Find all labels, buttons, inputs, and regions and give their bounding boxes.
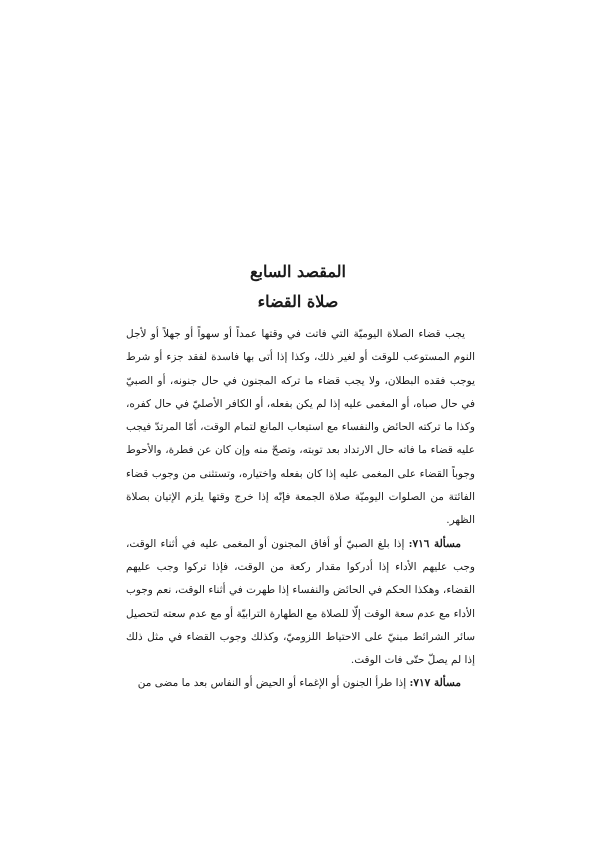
section-subheading: صلاة القضاء [257,292,339,311]
issue-label: مسألة ٧١٧: [409,677,461,690]
paragraph [126,323,475,533]
body-text [126,323,475,696]
section-heading: المقصد السابع [250,262,346,281]
issue-label: مسألة ٧١٦: [408,537,461,550]
issue-paragraph [126,672,475,695]
issue-paragraph [126,533,475,673]
paragraph-text: إذا طرأ الجنون أو الإغماء أو الحيض أو النفاس بعد ما مضى من [137,677,410,690]
paragraph-text: يجب قضاء الصلاة اليوميّة التي فاتت في وقتها عمداً أو سهواً أو جهلاً أو لأجل النوم المستوعب للوقت أو لغير ذلك، وكذا إذا أتى بها فاسدة لفقد جزء أو شرط يوجب فقده البطلان، ولا يجب قضاء ما تركه المجنون في حال جنونه، أو الصبيّ في حال صباه، أو المغمى عليه إذا لم يكن بفعله، أو الكافر الأصليّ في حال كفره، وكذا ما تركته الحائض والنفساء مع استيعاب المانع لتمام الوقت، أمّا المرتدّ فيجب عليه قضاء ما فاته حال الارتداد بعد توبته، وتصحّ منه وإن كان عن فطرة، والأحوط وجوباً القضاء على المغمى عليه إذا كان بفعله واختياره، وتستثنى من وجوب قضاء الفائتة من الصلوات اليوميّة صلاة الجمعة فإنّه إذا خرج وقتها يلزم الإتيان بصلاة الظهر. [126,328,475,527]
paragraph-text: إذا بلغ الصبيّ أو أفاق المجنون أو المغمى عليه في أثناء الوقت، وجب عليهم الأداء إذا أدركوا مقدار ركعة من الوقت، فإذا تركوا وجب عليهم القضاء، وهكذا الحكم في الحائض والنفساء إذا طهرت في أثناء الوقت، نعم وجوب الأداء مع عدم سعة الوقت إلّا للصلاة مع الطهارة الترابيّة أو مع عدم سعته لتحصيل سائر الشرائط مبنيّ على الاحتياط اللزوميّ، وكذلك وجوب القضاء في مثل ذلك إذا لم يصلّ حتّى فات الوقت. [126,537,475,667]
